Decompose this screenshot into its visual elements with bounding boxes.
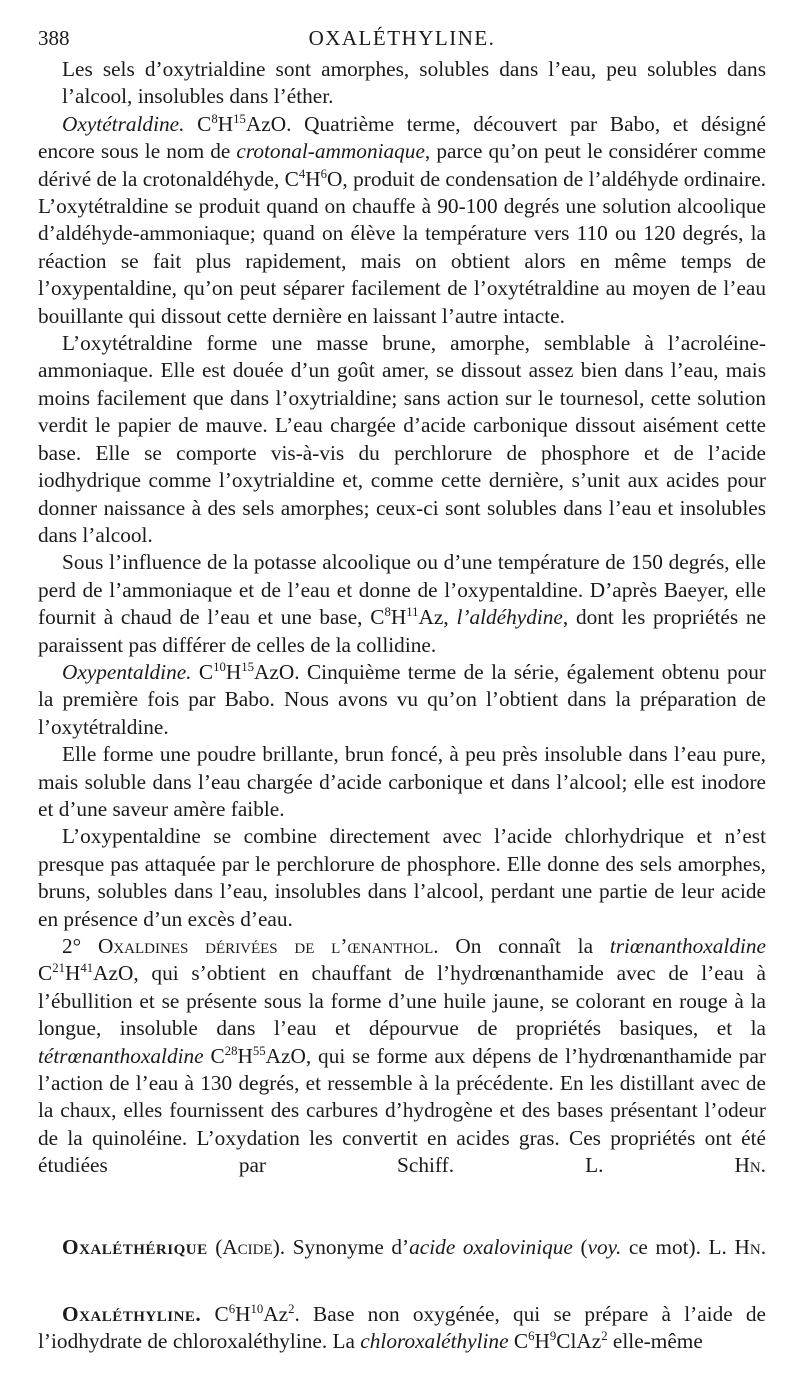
page-number: 388: [38, 26, 70, 50]
paragraph-oxypentaldine-powder: Elle forme une poudre brillante, brun foncé, à peu près insoluble dans l’eau pure, mais soluble dans l’eau chargée d’acide carbonique et dans l’alcool; elle est inodore et d’une saveur amère faible.: [38, 742, 766, 821]
paragraph-oxytetraldine: Oxytétraldine. $C^8H^{15}AzO$. Quatrième terme, découvert par Babo, et désigné encore sous le nom de crotonal-ammoniaque, parce qu’on peut le considérer comme dérivé de la crotonaldéhyde, $C^4H^6O$, produit de condensation de l’aldéhyde ordinaire. L’oxytétraldine se produit quand on chauffe à 90-100 degrés une solution alcoolique d’aldéhyde-ammoniaque; quand on élève la température vers 110 ou 120 degrés, la réaction se fait plus rapidement, mais on obtient alors en même temps de l’oxypentaldine, qu’on peut séparer facilement de l’oxytétraldine au moyen de l’eau bouillante qui dissout cette dernière en laissant l’autre intacte.: [38, 111, 766, 328]
paragraph-oxytetraldine-properties: L’oxytétraldine forme une masse brune, amorphe, semblable à l’acroléine-ammoniaque. Elle est douée d’un goût amer, se dissout assez bien dans l’eau, mais moins facilement que dans l’oxytrialdine; sans action sur le tournesol, cette solution verdit le papier de mauve. L’eau chargée d’acide carbonique dissout aisément cette base. Elle se comporte vis-à-vis du perchlorure de phosphore et de l’acide iodhydrique comme l’oxytrialdine et, comme cette dernière, s’unit aux acides pour donner naissance à des sels amorphes; ceux-ci sont solubles dans l’eau et insolubles dans l’alcool.: [38, 331, 766, 547]
formula-oxytetraldine: $C^8H^{15}AzO$.: [197, 111, 292, 136]
entry-title-oxaletherique: Oxaléthérique: [62, 1234, 208, 1259]
running-title: OXALÉTHYLINE.: [308, 26, 496, 50]
paragraph-oxypentaldine-salts: L’oxypentaldine se combine directement avec l’acide chlorhydrique et n’est presque pas attaquée par le perchlorure de phosphore. Elle donne des sels amorphes, bruns, solubles dans l’eau, insolubles dans l’alcool, perdant une partie de leur acide en présence d’un excès d’eau.: [38, 824, 766, 931]
paragraph-potash-influence: Sous l’influence de la potasse alcoolique ou d’une température de 150 degrés, elle perd de l’ammoniaque et de l’eau et donne de l’oxypentaldine. D’après Baeyer, elle fournit à chaud de l’eau et une base, $C^8H^{11}Az$, l’aldéhydine, dont les propriétés ne paraissent pas différer de celles de la collidine.: [38, 550, 767, 657]
entry-title-oxalethyline: Oxaléthyline.: [62, 1302, 202, 1327]
article-body: [38, 56, 766, 1356]
entry-oxalethyline: Oxaléthyline. $C^6H^{10}Az^2$. Base non oxygénée, qui se prépare à l’aide de l’iodhydrate de chloroxaléthyline. La chloroxaléthyline $C^6H^9ClAz^2$ elle-même: [38, 1301, 767, 1354]
term-oxytetraldine: Oxytétraldine.: [62, 111, 185, 136]
term-oxypentaldine: Oxypentaldine.: [62, 659, 192, 684]
author-signature: L. Hn.: [708, 1234, 767, 1259]
paragraph-oxytrialdine-salts: Les sels d’oxytrialdine sont amorphes, solubles dans l’eau, peu solubles dans l’alcool, insolubles dans l’éther.: [62, 57, 766, 109]
page-header: [38, 26, 766, 56]
paragraph-oenanthol-oxaldines: 2° Oxaldines dérivées de l’œnanthol. On connaît la triœnanthoxaldine $C^{21}H^{41}AzO$, qui s’obtient en chauffant de l’hydrœnanthamide avec de l’eau à l’ébullition et se présente sous la forme d’une huile jaune, se colorant en rouge à la longue, insoluble dans l’eau et dépourvue de propriétés basiques, et la tétrœnanthoxaldine $C^{28}H^{55}AzO$, qui se forme aux dépens de l’hydrœnanthamide par l’action de l’eau à 130 degrés, et ressemble à la précédente. En les distillant avec de la chaux, elles fournissent des carbures d’hydrogène et des bases présentant l’odeur de la quinoléine. L’oxydation les convertit en acides gras. Ces propriétés ont été étudiées par Schiff. L. Hn.: [38, 934, 767, 1178]
section-heading-oenanthol: Oxaldines dérivées de l’œnanthol.: [97, 934, 439, 958]
entry-oxaletherique: Oxaléthérique (Acide). Synonyme d’acide oxalovinique (voy. ce mot). L. Hn.: [62, 1234, 767, 1259]
term-aldehydine: l’aldéhydine: [456, 605, 563, 630]
paragraph-oxypentaldine: Oxypentaldine. $C^{10}H^{15}AzO$. Cinquième terme de la série, également obtenu pour la première fois par Babo. Nous avons vu qu’on l’obtient dans la préparation de l’oxytétraldine.: [38, 659, 767, 739]
author-signature: L. Hn.: [585, 1153, 767, 1178]
page: [38, 26, 766, 1356]
